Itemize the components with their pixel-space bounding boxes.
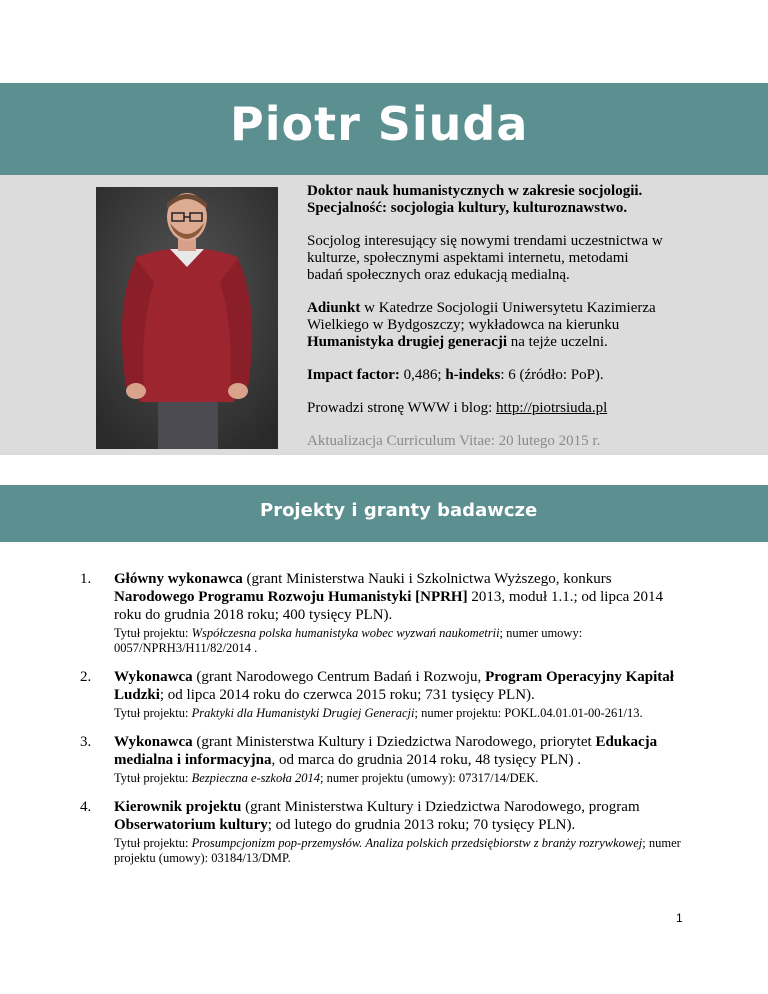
impact-label: Impact factor:: [307, 367, 400, 383]
list-item: [82, 798, 682, 866]
project-title: [114, 626, 682, 656]
degree-line-1: Doktor nauk humanistycznych w zakresie socjologii.: [307, 183, 643, 199]
project-role: Wykonawca: [114, 734, 193, 750]
person-name: Piotr Siuda: [230, 97, 529, 151]
project-description: [114, 733, 682, 769]
list-item: [82, 570, 682, 656]
project-description: [114, 570, 682, 624]
project-ref: ; numer umowy: 0057/NPRH3/H11/82/2014 .: [114, 626, 583, 655]
project-role: Główny wykonawca: [114, 571, 243, 587]
project-text-tail: ; od lipca 2014 roku do czerwca 2015 roku; 731 tysięcy PLN).: [159, 687, 535, 703]
project-program: Obserwatorium kultury: [114, 817, 268, 833]
title-label: Tytuł projektu:: [114, 626, 192, 640]
portrait-illustration: [96, 187, 278, 449]
project-title: [114, 771, 682, 786]
project-title: [114, 706, 682, 721]
position-tail: na tejże uczelni.: [507, 334, 608, 350]
research-interests: Socjolog interesujący się nowymi trendami uczestnictwa w kulturze, społecznymi aspektami internetu, metodami badań społecznych oraz edukacją medialną.: [307, 233, 663, 283]
project-text: (grant Ministerstwa Kultury i Dziedzictwa Narodowego, priorytet: [192, 734, 596, 750]
position-label: Adiunkt: [307, 300, 361, 316]
website-text: Prowadzi stronę WWW i blog:: [307, 400, 496, 416]
title-text: Współczesna polska humanistyka wobec wyzwań naukometrii: [191, 626, 500, 640]
project-title: [114, 836, 682, 866]
hindex-value: : 6 (źródło: PoP).: [500, 367, 604, 383]
impact-value: 0,486;: [399, 367, 446, 383]
portrait-photo: [96, 187, 278, 449]
degree: [307, 183, 667, 217]
title-label: Tytuł projektu:: [114, 771, 192, 785]
project-role: Wykonawca: [114, 669, 193, 685]
projects-list: [82, 570, 682, 878]
item-number: 2.: [80, 669, 92, 685]
title-text: Praktyki dla Humanistyki Drugiej Generacji: [191, 706, 415, 720]
section-banner: [0, 485, 768, 542]
project-text: (grant Ministerstwa Kultury i Dziedzictwa Narodowego, program: [241, 799, 640, 815]
current-position: [307, 300, 667, 351]
title-text: Prosumpcjonizm pop-przemysłów. Analiza polskich przedsiębiorstw z branży rozrywkowej: [191, 836, 643, 850]
title-text: Bezpieczna e-szkoła 2014: [191, 771, 321, 785]
position-text: w Katedrze Socjologii Uniwersytetu Kazimierza Wielkiego w Bydgoszczy; wykładowca na kierunku: [307, 300, 656, 333]
project-text-tail: 2013, moduł 1.1.; od lipca 2014 roku do grudnia 2018 roku; 400 tysięcy PLN).: [114, 589, 664, 623]
project-program: Edukacja medialna i informacyjna: [114, 734, 658, 768]
project-ref: ; numer projektu (umowy): 03184/13/DMP.: [114, 836, 681, 865]
project-description: [114, 798, 682, 834]
item-number: 3.: [80, 734, 92, 750]
title-label: Tytuł projektu:: [114, 706, 192, 720]
program-name: Humanistyka drugiej generacji: [307, 334, 507, 350]
project-text: (grant Narodowego Centrum Badań i Rozwoju,: [192, 669, 486, 685]
project-text-tail: ; od lutego do grudnia 2013 roku; 70 tysięcy PLN).: [267, 817, 576, 833]
list-item: [82, 668, 682, 721]
project-role: Kierownik projektu: [114, 799, 242, 815]
profile-panel: [0, 175, 768, 455]
project-description: [114, 668, 682, 704]
project-ref: ; numer projektu (umowy): 07317/14/DEK.: [320, 771, 539, 785]
project-program: Narodowego Programu Rozwoju Humanistyki [NPRH]: [114, 589, 468, 605]
name-banner: [0, 83, 768, 175]
degree-line-2: Specjalność: socjologia kultury, kulturoznawstwo.: [307, 200, 628, 216]
item-number: 1.: [80, 571, 92, 587]
hindex-label: h-indeks: [445, 367, 501, 383]
metrics: [307, 367, 667, 384]
section-title: Projekty i granty badawcze: [260, 500, 538, 521]
title-label: Tytuł projektu:: [114, 836, 192, 850]
website-link[interactable]: http://piotrsiuda.pl: [496, 400, 608, 416]
item-number: 4.: [80, 799, 92, 815]
bio-text: [307, 183, 667, 466]
list-item: [82, 733, 682, 786]
cv-updated: Aktualizacja Curriculum Vitae: 20 lutego 2015 r.: [307, 433, 601, 449]
page-number: 1: [676, 911, 683, 925]
project-text: (grant Ministerstwa Nauki i Szkolnictwa Wyższego, konkurs: [242, 571, 612, 587]
project-program: Program Operacyjny Kapitał Ludzki: [114, 669, 674, 703]
project-text-tail: , od marca do grudnia 2014 roku, 48 tysięcy PLN) .: [271, 752, 582, 768]
website: [307, 400, 667, 417]
project-ref: ; numer projektu: POKL.04.01.01-00-261/13.: [414, 706, 643, 720]
